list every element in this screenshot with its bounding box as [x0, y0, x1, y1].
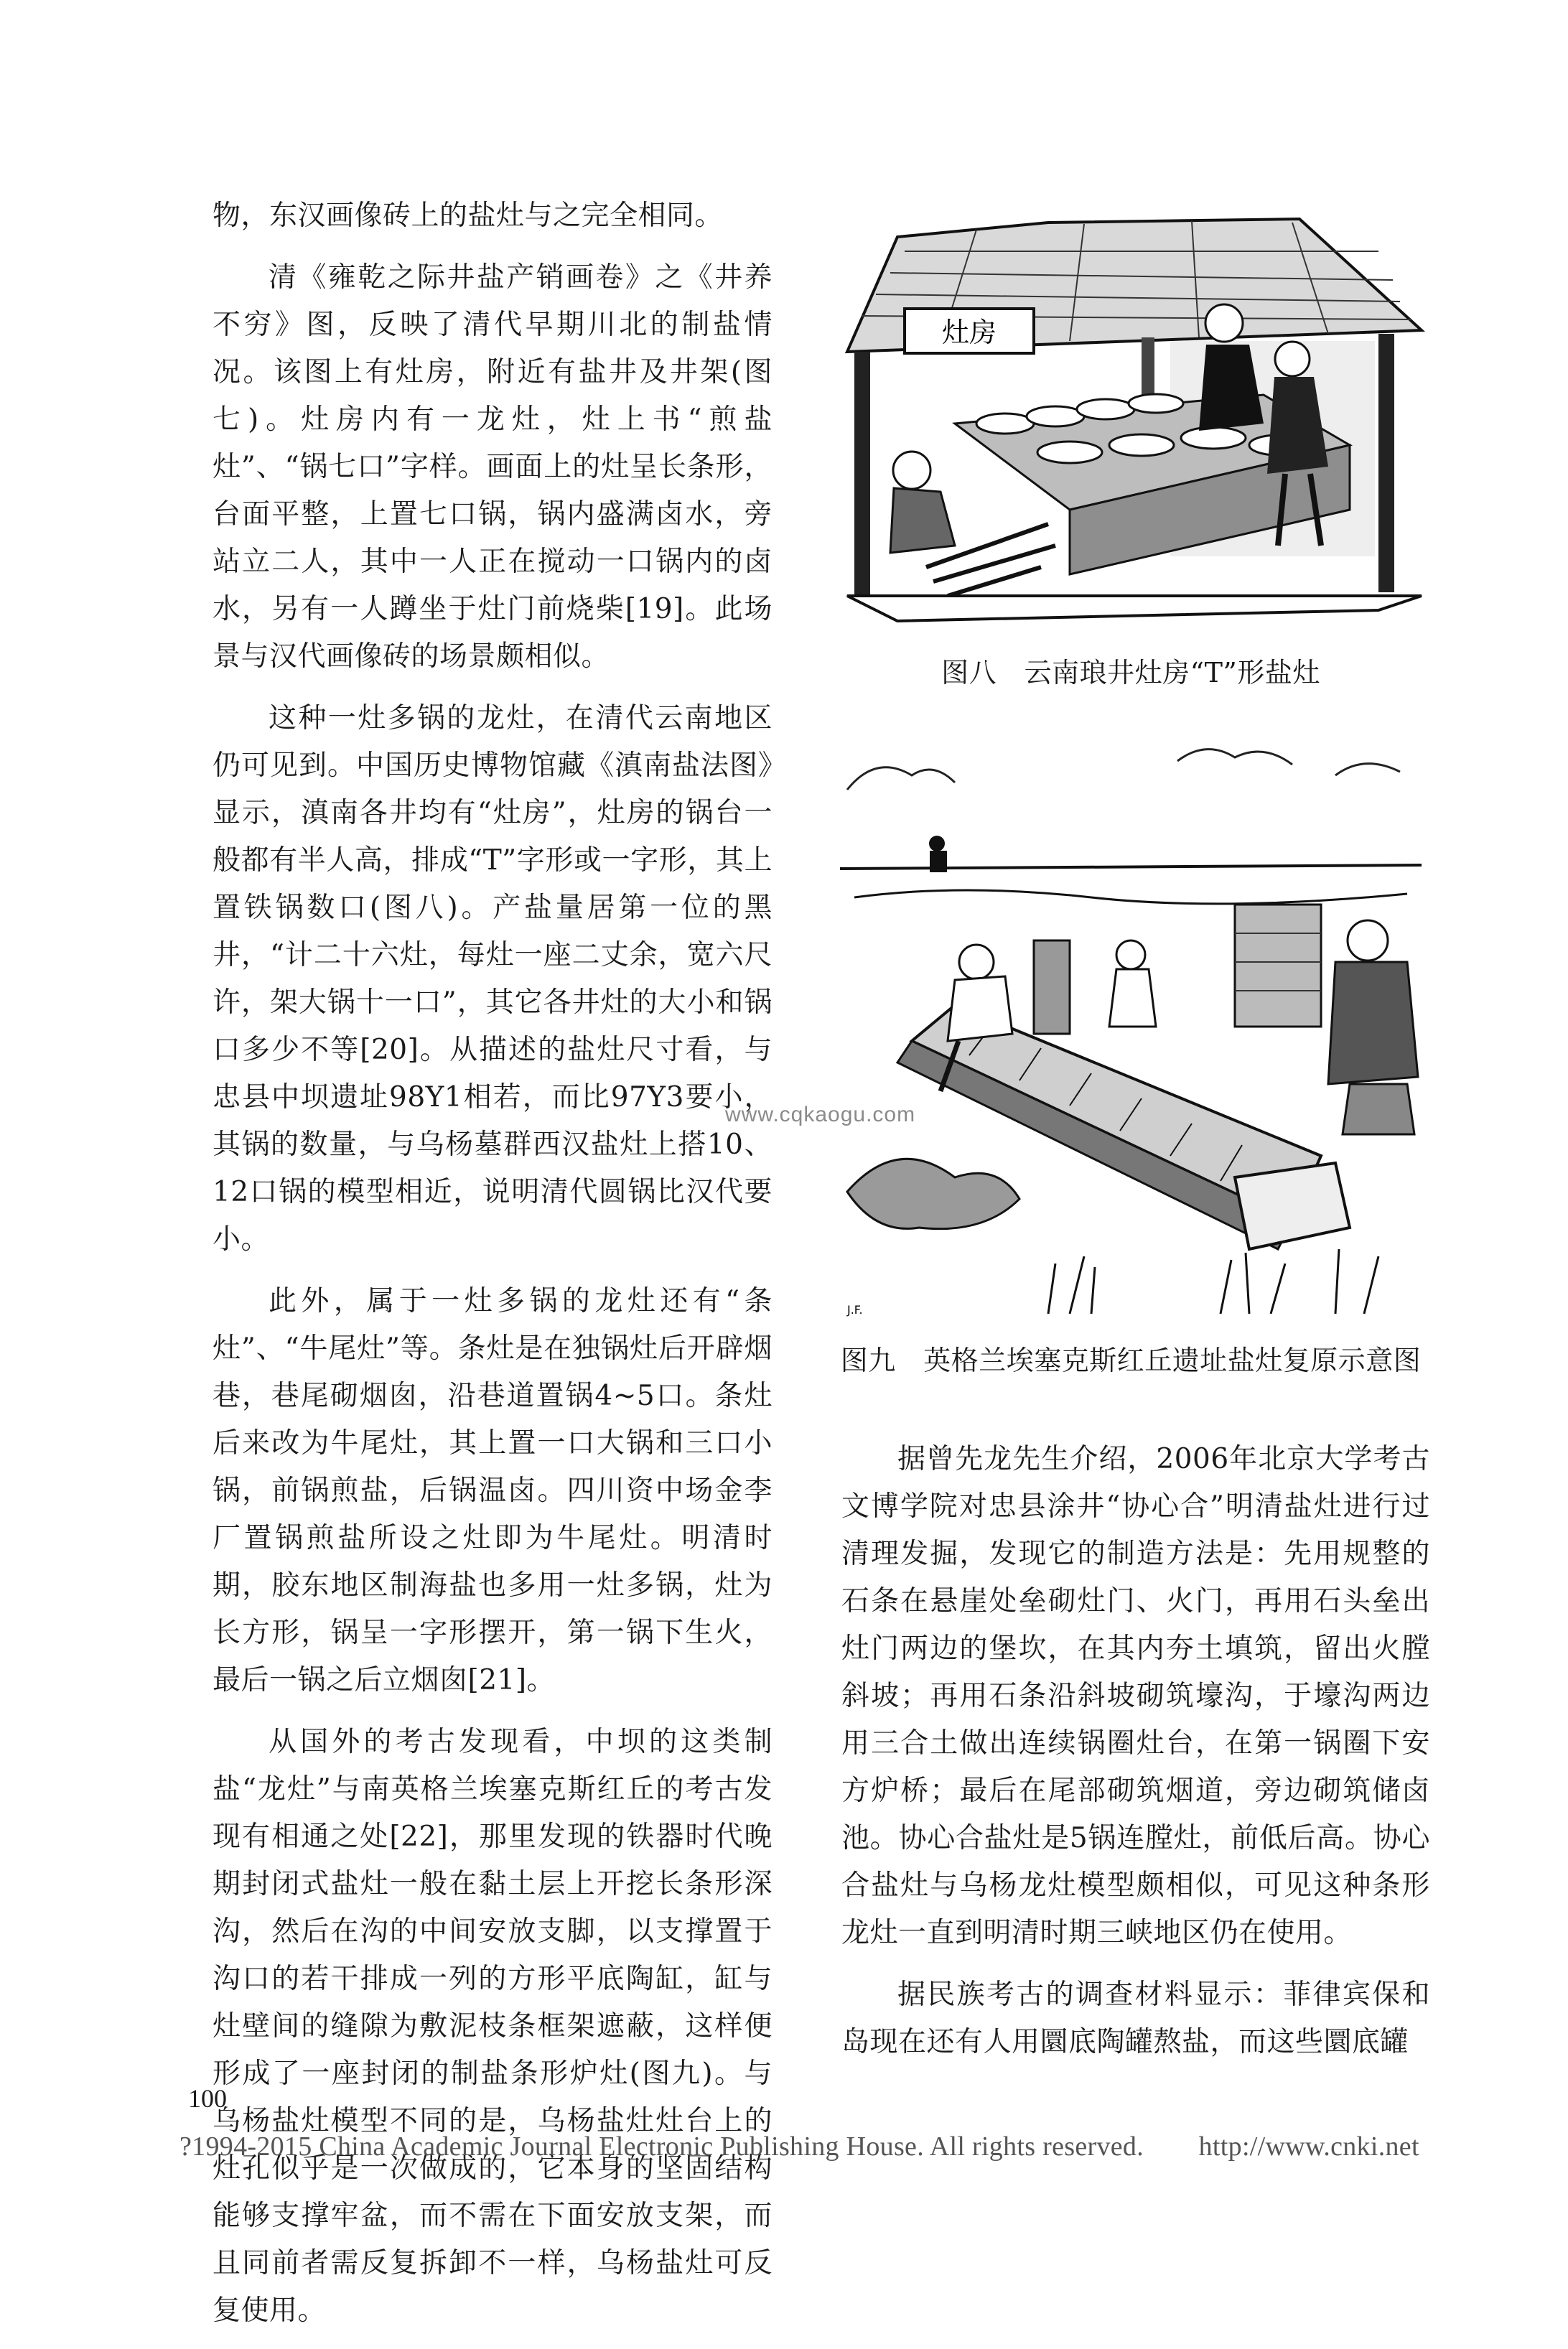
figure-9-illustration: [833, 732, 1429, 1328]
right-column: [841, 1436, 1430, 2081]
figure-8-illustration: [833, 208, 1429, 639]
left-paragraph-3: 这种一灶多锅的龙灶，在清代云南地区仍可见到。中国历史博物馆藏《滇南盐法图》显示，滇南各井均有“灶房”，灶房的锅台一般都有半人高，排成“T”字形或一字形，其上置铁锅数口(图八)。产盐量居第一位的黑井，“计二十六灶，每灶一座二丈余，宽六尺许，架大锅十一口”，其它各井灶的大小和锅口多少不等[20]。从描述的盐灶尺寸看，与忠县中坝遗址98Y1相若，而比97Y3要小，其锅的数量，与乌杨墓群西汉盐灶上搭10、12口锅的模型相近，说明清代圆锅比汉代要小。: [213, 702, 773, 1256]
kitchen-sign-text: 灶房: [941, 317, 997, 348]
right-paragraph-1: 据曾先龙先生介绍，2006年北京大学考古文博学院对忠县涂井“协心合”明清盐灶进行过清理发掘，发现它的制造方法是：先用规整的石条在悬崖处垒砌灶门、火门，再用石头垒出灶门两边的堡坎，在其内夯土填筑，留出火膛斜坡；再用石条沿斜坡砌筑壕沟，于壕沟两边用三合土做出连续锅圈灶台，在第一锅圈下安方炉桥；最后在尾部砌筑烟道，旁边砌筑储卤池。协心合盐灶是5锅连膛灶，前低后高。协心合盐灶与乌杨龙灶模型颇相似，可见这种条形龙灶一直到明清时期三峡地区仍在使用。: [841, 1443, 1430, 1949]
figure-8-caption: 图八 云南琅井灶房“T”形盐灶: [941, 657, 1320, 688]
left-paragraph-2: 清《雍乾之际井盐产销画卷》之《井养不穷》图，反映了清代早期川北的制盐情况。该图上有灶房，附近有盐井及井架(图七)。灶房内有一龙灶，灶上书“煎盐灶”、“锅七口”字样。画面上的灶呈长条形，台面平整，上置七口锅，锅内盛满卤水，旁站立二人，其中一人正在搅动一口锅内的卤水，另有一人蹲坐于灶门前烧柴[19]。此场景与汉代画像砖的场景颇相似。: [213, 261, 773, 673]
left-paragraph-1: 物，东汉画像砖上的盐灶与之完全相同。: [213, 200, 724, 232]
watermark: www.cqkaogu.com: [725, 1103, 916, 1126]
figure-9-caption: 图九 英格兰埃塞克斯红丘遗址盐灶复原示意图: [840, 1345, 1422, 1376]
copyright-footer: ?1994-2015 China Academic Journal Electronic Publishing House. All rights reserved. http://www.cnki.net: [179, 2131, 1419, 2162]
artist-signature: J.F.: [847, 1303, 863, 1317]
figure-9-drawing: [833, 732, 1429, 1328]
left-column: [213, 192, 773, 2349]
left-paragraph-4: 此外，属于一灶多锅的龙灶还有“条灶”、“牛尾灶”等。条灶是在独锅灶后开辟烟巷，巷尾砌烟囱，沿巷道置锅4~5口。条灶后来改为牛尾灶，其上置一口大锅和三口小锅，前锅煎盐，后锅温卤。四川资中场金李厂置锅煎盐所设之灶即为牛尾灶。明清时期，胶东地区制海盐也多用一灶多锅，灶为长方形，锅呈一字形摆开，第一锅下生火，最后一锅之后立烟囱[21]。: [213, 1285, 773, 1696]
figure-8-drawing: [833, 208, 1429, 639]
left-paragraph-5: 从国外的考古发现看，中坝的这类制盐“龙灶”与南英格兰埃塞克斯红丘的考古发现有相通之处[22]，那里发现的铁器时代晚期封闭式盐灶一般在黏土层上开挖长条形深沟，然后在沟的中间安放支脚，以支撑置于沟口的若干排成一列的方形平底陶缸，缸与灶壁间的缝隙为敷泥枝条框架遮蔽，这样便形成了一座封闭的制盐条形炉灶(图九)。与乌杨盐灶模型不同的是，乌杨盐灶灶台上的灶孔似乎是一次做成的，它本身的坚固结构能够支撑牢盆，而不需在下面安放支架，而且同前者需反复拆卸不一样，乌杨盐灶可反复使用。: [213, 1726, 773, 2327]
page-number: 100: [188, 2084, 227, 2113]
right-paragraph-2: 据民族考古的调查材料显示：菲律宾保和岛现在还有人用圜底陶罐熬盐，而这些圜底罐: [841, 1979, 1430, 2058]
